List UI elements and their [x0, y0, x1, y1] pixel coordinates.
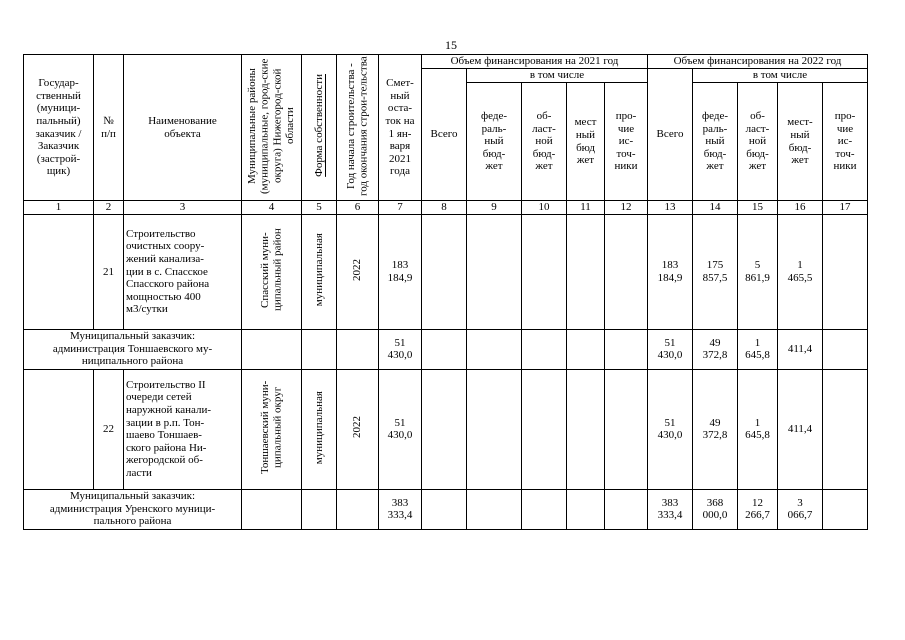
other-2022-cell	[823, 369, 868, 489]
federal-2022-cell: 175 857,5	[693, 215, 738, 330]
column-number: 14	[693, 201, 738, 215]
header-including-2021: в том числе	[467, 69, 648, 83]
local-2021-cell	[567, 369, 605, 489]
page-number: 15	[445, 38, 457, 52]
empty-cell	[337, 489, 379, 529]
empty-cell	[467, 329, 522, 369]
header-estimated-balance: Смет- ный оста- ток на 1 ян- варя 2021 года	[379, 55, 422, 201]
empty-cell	[522, 489, 567, 529]
local-2022-cell: 411,4	[778, 369, 823, 489]
object-name: Строительство II очереди сетей наружной канали- зации в р.п. Тон- шаево Тоншаев- ского района Ни- жегородской об- ласти	[124, 369, 242, 489]
customer-label: Муниципальный заказчик: администрация Тоншаевского му- ниципального района	[24, 329, 242, 369]
other-2021-cell	[605, 215, 648, 330]
regional-2022-cell: 5 861,9	[738, 215, 778, 330]
customer-cell	[24, 215, 94, 330]
column-number: 10	[522, 201, 567, 215]
other-2021-cell	[605, 369, 648, 489]
header-municipal-districts: Муниципальные районы (муниципальные, город-ские округа) Нижегород-ской области	[242, 55, 302, 201]
header-fin-2022: Объем финансирования на 2022 год	[648, 55, 868, 69]
customer-row	[24, 329, 868, 369]
empty-cell	[242, 489, 302, 529]
header-other-2021: про- чие ис- точ- ники	[605, 83, 648, 201]
empty-cell	[302, 489, 337, 529]
header-other-2022: про- чие ис- точ- ники	[823, 83, 868, 201]
financing-table	[23, 54, 868, 530]
balance-cell: 183 184,9	[379, 215, 422, 330]
column-number: 13	[648, 201, 693, 215]
empty-cell	[605, 489, 648, 529]
total-2021-cell	[422, 369, 467, 489]
header-local-2022: мест- ный бюд- жет	[778, 83, 823, 201]
empty-cell	[422, 329, 467, 369]
district-cell: Спасский муни-ципальный район	[242, 215, 302, 330]
column-number: 17	[823, 201, 868, 215]
column-number: 3	[124, 201, 242, 215]
empty-cell	[337, 329, 379, 369]
column-number: 5	[302, 201, 337, 215]
column-number: 7	[379, 201, 422, 215]
empty-cell	[242, 329, 302, 369]
empty-cell	[422, 489, 467, 529]
table-row	[24, 369, 868, 489]
header-local-2021: мест ный бюд жет	[567, 83, 605, 201]
empty-cell	[302, 329, 337, 369]
balance-cell: 51 430,0	[379, 329, 422, 369]
header-federal-2022: феде- раль- ный бюд- жет	[693, 83, 738, 201]
column-numbers-row	[24, 201, 868, 215]
empty-cell	[467, 489, 522, 529]
header-including-2022: в том числе	[693, 69, 868, 83]
customer-row	[24, 489, 868, 529]
ownership-cell: муниципальная	[302, 369, 337, 489]
federal-2022-cell: 49 372,8	[693, 329, 738, 369]
balance-cell: 51 430,0	[379, 369, 422, 489]
regional-2021-cell	[522, 369, 567, 489]
column-number: 2	[94, 201, 124, 215]
federal-2021-cell	[467, 369, 522, 489]
federal-2022-cell: 49 372,8	[693, 369, 738, 489]
header-fin-2021: Объем финансирования на 2021 год	[422, 55, 648, 69]
total-2022-cell: 183 184,9	[648, 215, 693, 330]
table-row	[24, 215, 868, 330]
other-2022-cell	[823, 215, 868, 330]
federal-2022-cell: 368 000,0	[693, 489, 738, 529]
column-number: 8	[422, 201, 467, 215]
header-federal-2021: феде- раль- ный бюд- жет	[467, 83, 522, 201]
header-ownership-form: Форма собственности	[302, 55, 337, 201]
header-regional-2021: об- ласт- ной бюд- жет	[522, 83, 567, 201]
federal-2021-cell	[467, 215, 522, 330]
column-number: 4	[242, 201, 302, 215]
total-2022-cell: 51 430,0	[648, 369, 693, 489]
regional-2022-cell: 1 645,8	[738, 369, 778, 489]
other-2022-cell	[823, 329, 868, 369]
column-number: 16	[778, 201, 823, 215]
header-total-2021: Всего	[422, 69, 467, 201]
local-2022-cell: 411,4	[778, 329, 823, 369]
column-number: 15	[738, 201, 778, 215]
customer-label: Муниципальный заказчик: администрация Уренского муници- пального района	[24, 489, 242, 529]
total-2022-cell: 383 333,4	[648, 489, 693, 529]
empty-cell	[567, 489, 605, 529]
total-2021-cell	[422, 215, 467, 330]
other-2022-cell	[823, 489, 868, 529]
row-num: 22	[94, 369, 124, 489]
column-number: 12	[605, 201, 648, 215]
district-cell: Тоншаевский муни-ципальный округ	[242, 369, 302, 489]
empty-cell	[567, 329, 605, 369]
regional-2022-cell: 12 266,7	[738, 489, 778, 529]
local-2021-cell	[567, 215, 605, 330]
column-number: 1	[24, 201, 94, 215]
column-number: 11	[567, 201, 605, 215]
customer-cell	[24, 369, 94, 489]
total-2022-cell: 51 430,0	[648, 329, 693, 369]
empty-cell	[605, 329, 648, 369]
header-regional-2022: об- ласт- ной бюд- жет	[738, 83, 778, 201]
row-num: 21	[94, 215, 124, 330]
balance-cell: 383 333,4	[379, 489, 422, 529]
local-2022-cell: 1 465,5	[778, 215, 823, 330]
column-number: 9	[467, 201, 522, 215]
year-cell: 2022	[337, 369, 379, 489]
object-name: Строительство очистных соору- жений канализа- ции в с. Спасское Спасского района мощностью 400 м3/сутки	[124, 215, 242, 330]
header-total-2022: Всего	[648, 69, 693, 201]
header-customer: Государ- ственный (муници- пальный) заказчик / Заказчик (застрой- щик)	[24, 55, 94, 201]
regional-2021-cell	[522, 215, 567, 330]
regional-2022-cell: 1 645,8	[738, 329, 778, 369]
column-number: 6	[337, 201, 379, 215]
header-object-name: Наименование объекта	[124, 55, 242, 201]
ownership-cell: муниципальная	[302, 215, 337, 330]
empty-cell	[522, 329, 567, 369]
local-2022-cell: 3 066,7	[778, 489, 823, 529]
year-cell: 2022	[337, 215, 379, 330]
header-num: № п/п	[94, 55, 124, 201]
header-years: Год начала строительства - год окончания строи-тельства	[337, 55, 379, 201]
